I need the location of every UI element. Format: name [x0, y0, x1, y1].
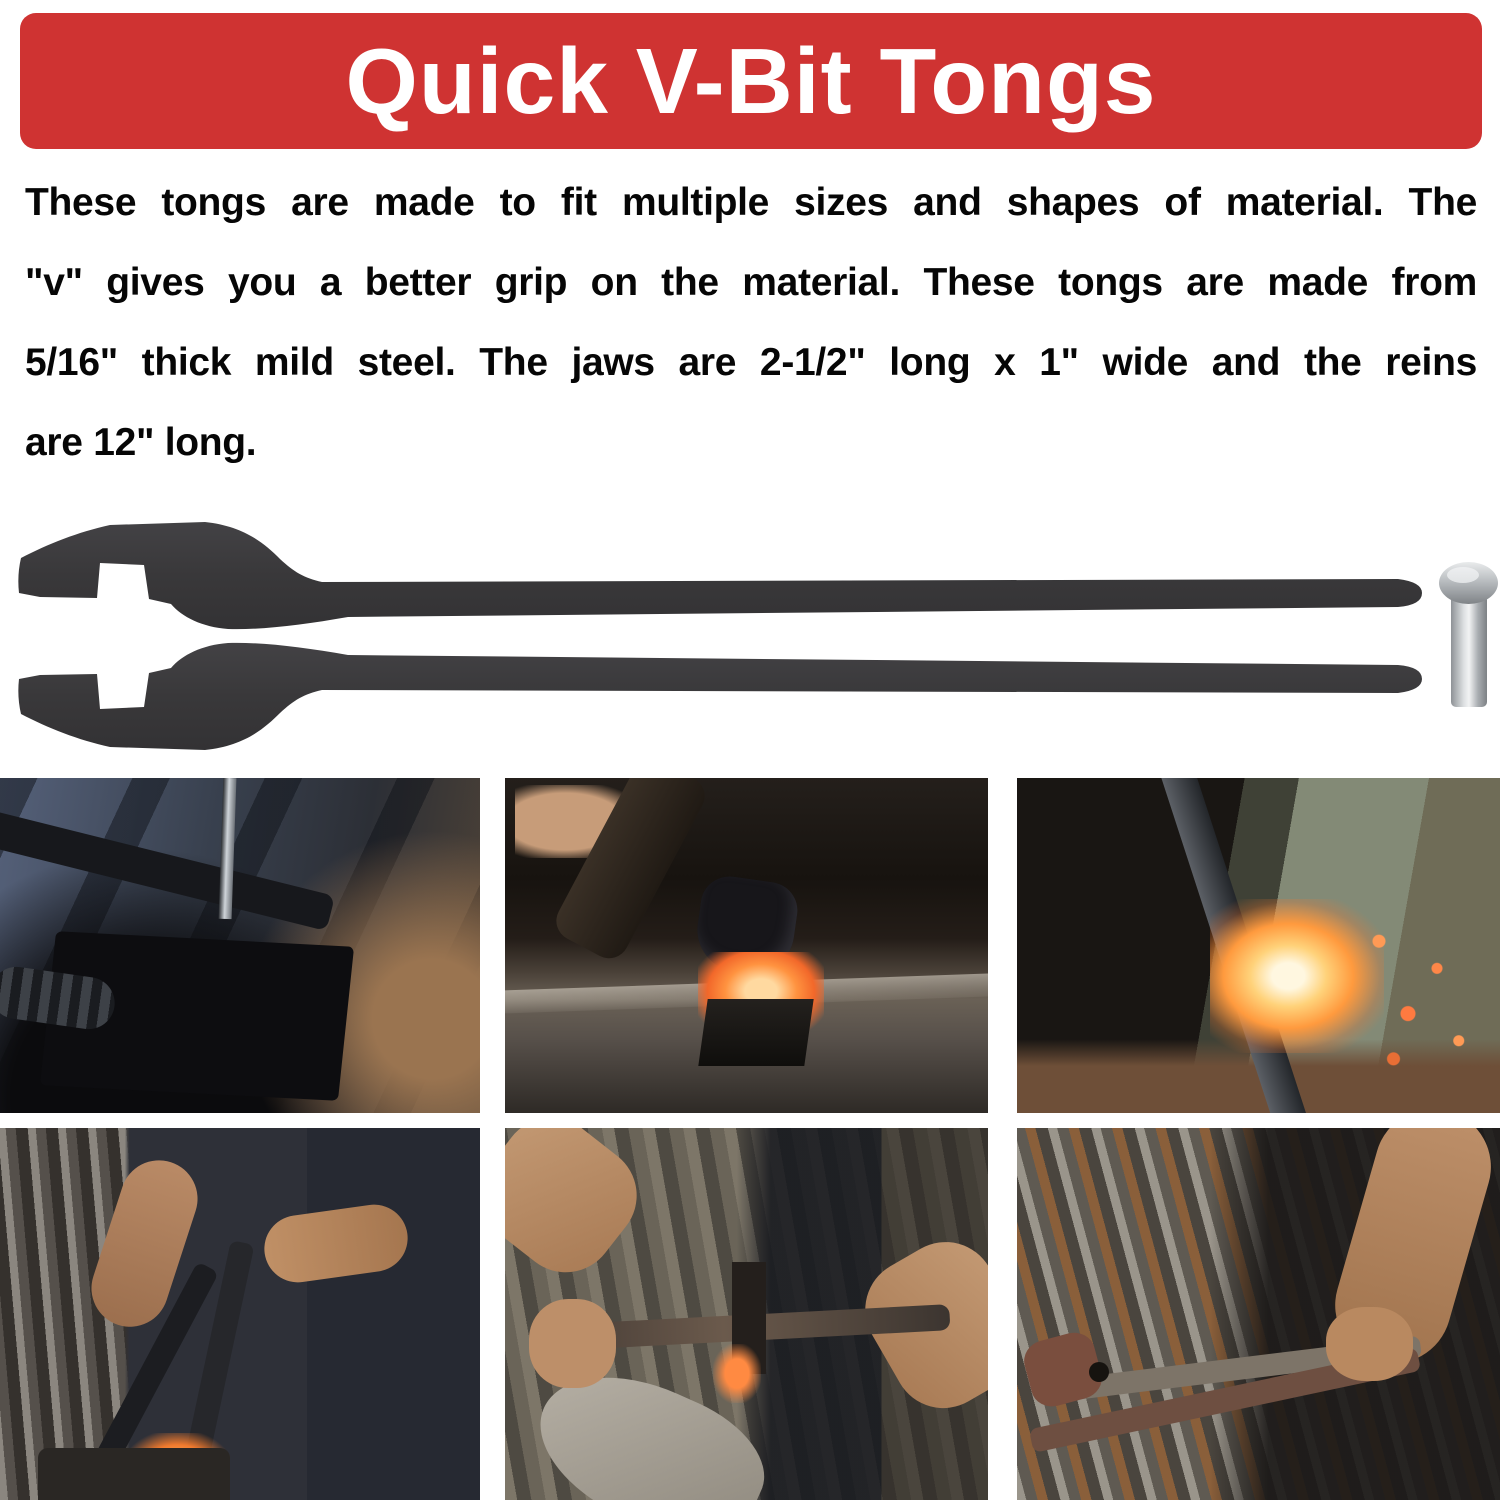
- sparks: [1350, 905, 1495, 1086]
- tongs-illustration: [0, 505, 1500, 775]
- description-line: These tongs are made to fit multiple sizes and shapes of material. The: [25, 181, 1477, 224]
- description-line: "v" gives you a better grip on the material. These tongs are made from: [25, 261, 1477, 304]
- blacksmith-arm: [260, 1200, 412, 1286]
- photo-fitting-jaws: [505, 1128, 988, 1500]
- hand: [529, 1299, 616, 1388]
- description-line: are 12" long.: [25, 421, 257, 464]
- photo-finished-tongs-rack: [1017, 1128, 1500, 1500]
- steel-block: [698, 999, 814, 1066]
- blacksmith-arm: [505, 1128, 656, 1292]
- title-banner: [20, 13, 1482, 149]
- photo-smith-holding-tongs: [0, 1128, 480, 1500]
- page-title: Quick V-Bit Tongs: [345, 29, 1157, 133]
- upper-tong-half: [18, 522, 1422, 629]
- photo-drilling-vise: [0, 778, 480, 1113]
- product-description: [25, 163, 1477, 483]
- photo-heating-sparks: [1017, 778, 1500, 1113]
- hot-tip: [713, 1344, 761, 1404]
- lower-tong-half: [18, 643, 1422, 750]
- tong-blank: [0, 809, 335, 931]
- photo-hammering-hot-jaw: [505, 778, 988, 1113]
- description-line: 5/16" thick mild steel. The jaws are 2-1/2" long x 1" wide and the reins: [25, 341, 1477, 384]
- rivet: [1439, 562, 1498, 707]
- anvil: [38, 1448, 230, 1500]
- hand: [1326, 1307, 1413, 1381]
